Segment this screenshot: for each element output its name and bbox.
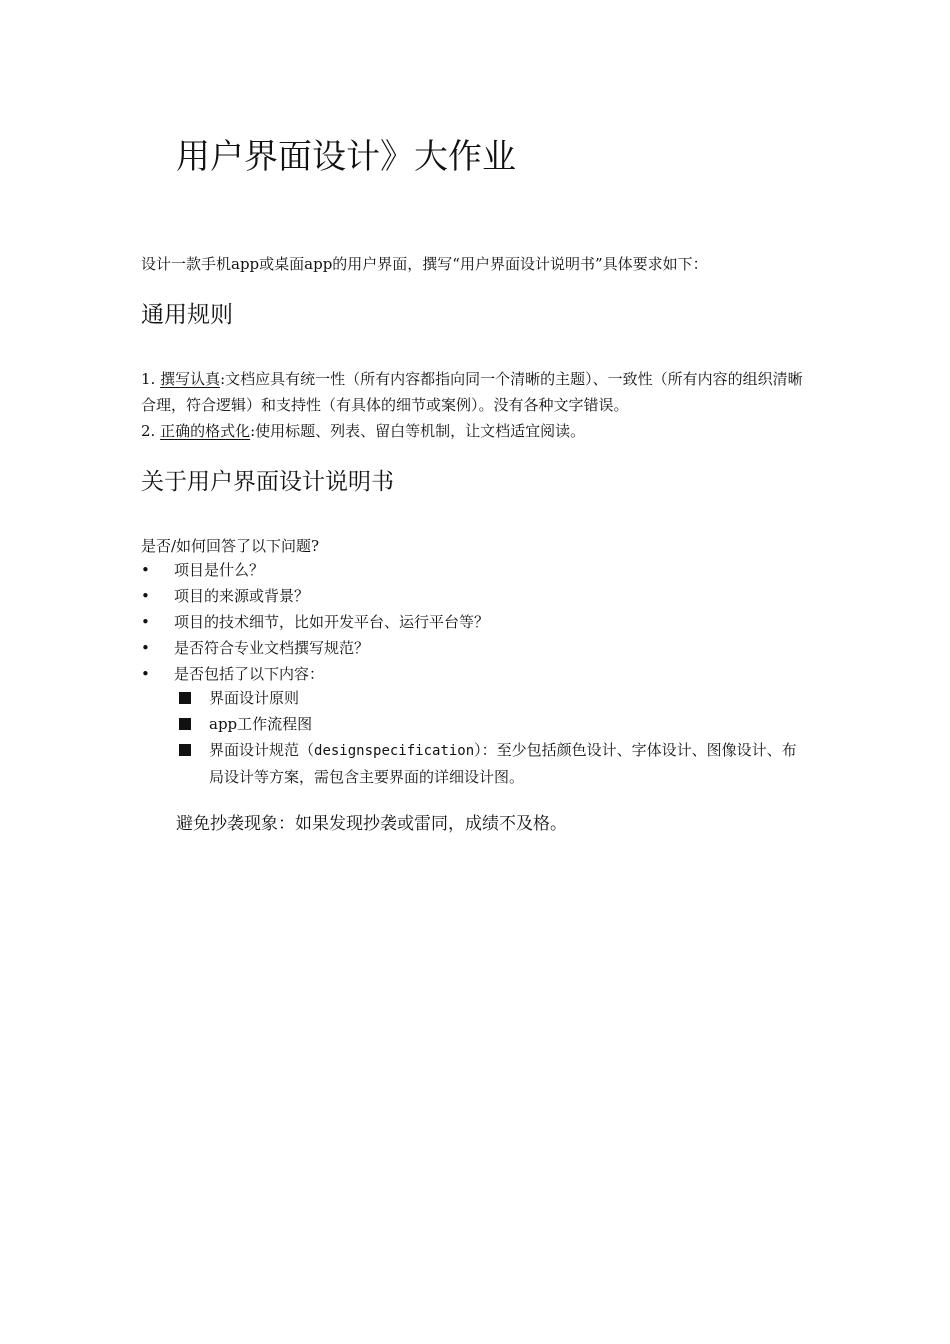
sub-list-item-suffix: ）：至少包括颜色设计、字体设计、图像设计、布局设计等方案，需包含主要界面的详细设计图。 (209, 741, 797, 786)
intro-paragraph: 设计一款手机app或桌面app的用户界面，撰写“用户界面设计说明书”具体要求如下： (141, 255, 708, 273)
bullet-icon: • (141, 639, 150, 657)
rule-separator: : (220, 370, 226, 388)
plagiarism-note: 避免抄袭现象：如果发现抄袭或雷同，成绩不及格。 (176, 814, 567, 834)
rule-item (141, 418, 811, 444)
general-rules-heading: 通用规则 (141, 302, 233, 328)
list-item (141, 635, 489, 661)
list-item (141, 661, 489, 687)
bullet-icon: • (141, 561, 150, 579)
rule-number: 1. (141, 370, 156, 388)
list-item (141, 557, 489, 583)
rule-term: 撰写认真 (160, 370, 221, 388)
sub-list-item-code: designspecification (314, 743, 475, 759)
bullet-icon: • (141, 587, 150, 605)
rule-term: 正确的格式化 (160, 422, 251, 440)
square-bullet-icon (179, 718, 191, 730)
sub-list-item (179, 685, 809, 711)
rule-text: 使用标题、列表、留白等机制，让文档适宜阅读。 (255, 422, 586, 440)
sub-list-item-prefix: 界面设计规范（ (209, 741, 315, 759)
rule-separator: : (250, 422, 256, 440)
list-item-text: 项目的技术细节，比如开发平台、运行平台等？ (174, 613, 490, 631)
rule-number: 2. (141, 422, 156, 440)
document-title: 用户界面设计》大作业 (176, 137, 516, 177)
square-bullet-icon (179, 744, 191, 756)
list-item (141, 609, 489, 635)
list-item-text: 项目是什么？ (174, 561, 265, 579)
rule-item (141, 366, 811, 418)
square-bullet-icon (179, 692, 191, 704)
about-spec-heading: 关于用户界面设计说明书 (141, 469, 394, 495)
sub-list-item (179, 737, 809, 790)
question-line: 是否/如何回答了以下问题? (141, 537, 320, 555)
content-sub-list (179, 685, 809, 790)
list-item (141, 583, 489, 609)
list-item-text: 是否包括了以下内容： (174, 665, 325, 683)
rule-text: 文档应具有统一性（所有内容都指向同一个清晰的主题）、一致性（所有内容的组织清晰合理，符合逻辑）和支持性（有具体的细节或案例）。没有各种文字错误。 (141, 370, 803, 414)
general-rules-list (141, 366, 811, 444)
list-item-text: 项目的来源或背景？ (174, 587, 310, 605)
list-item-text: 是否符合专业文档撰写规范？ (174, 639, 370, 657)
sub-list-item (179, 711, 809, 737)
sub-list-item-text: app工作流程图 (209, 715, 313, 733)
bullet-icon: • (141, 613, 150, 631)
sub-list-item-text: 界面设计原则 (209, 689, 300, 707)
question-bullet-list (141, 557, 489, 687)
bullet-icon: • (141, 665, 150, 683)
